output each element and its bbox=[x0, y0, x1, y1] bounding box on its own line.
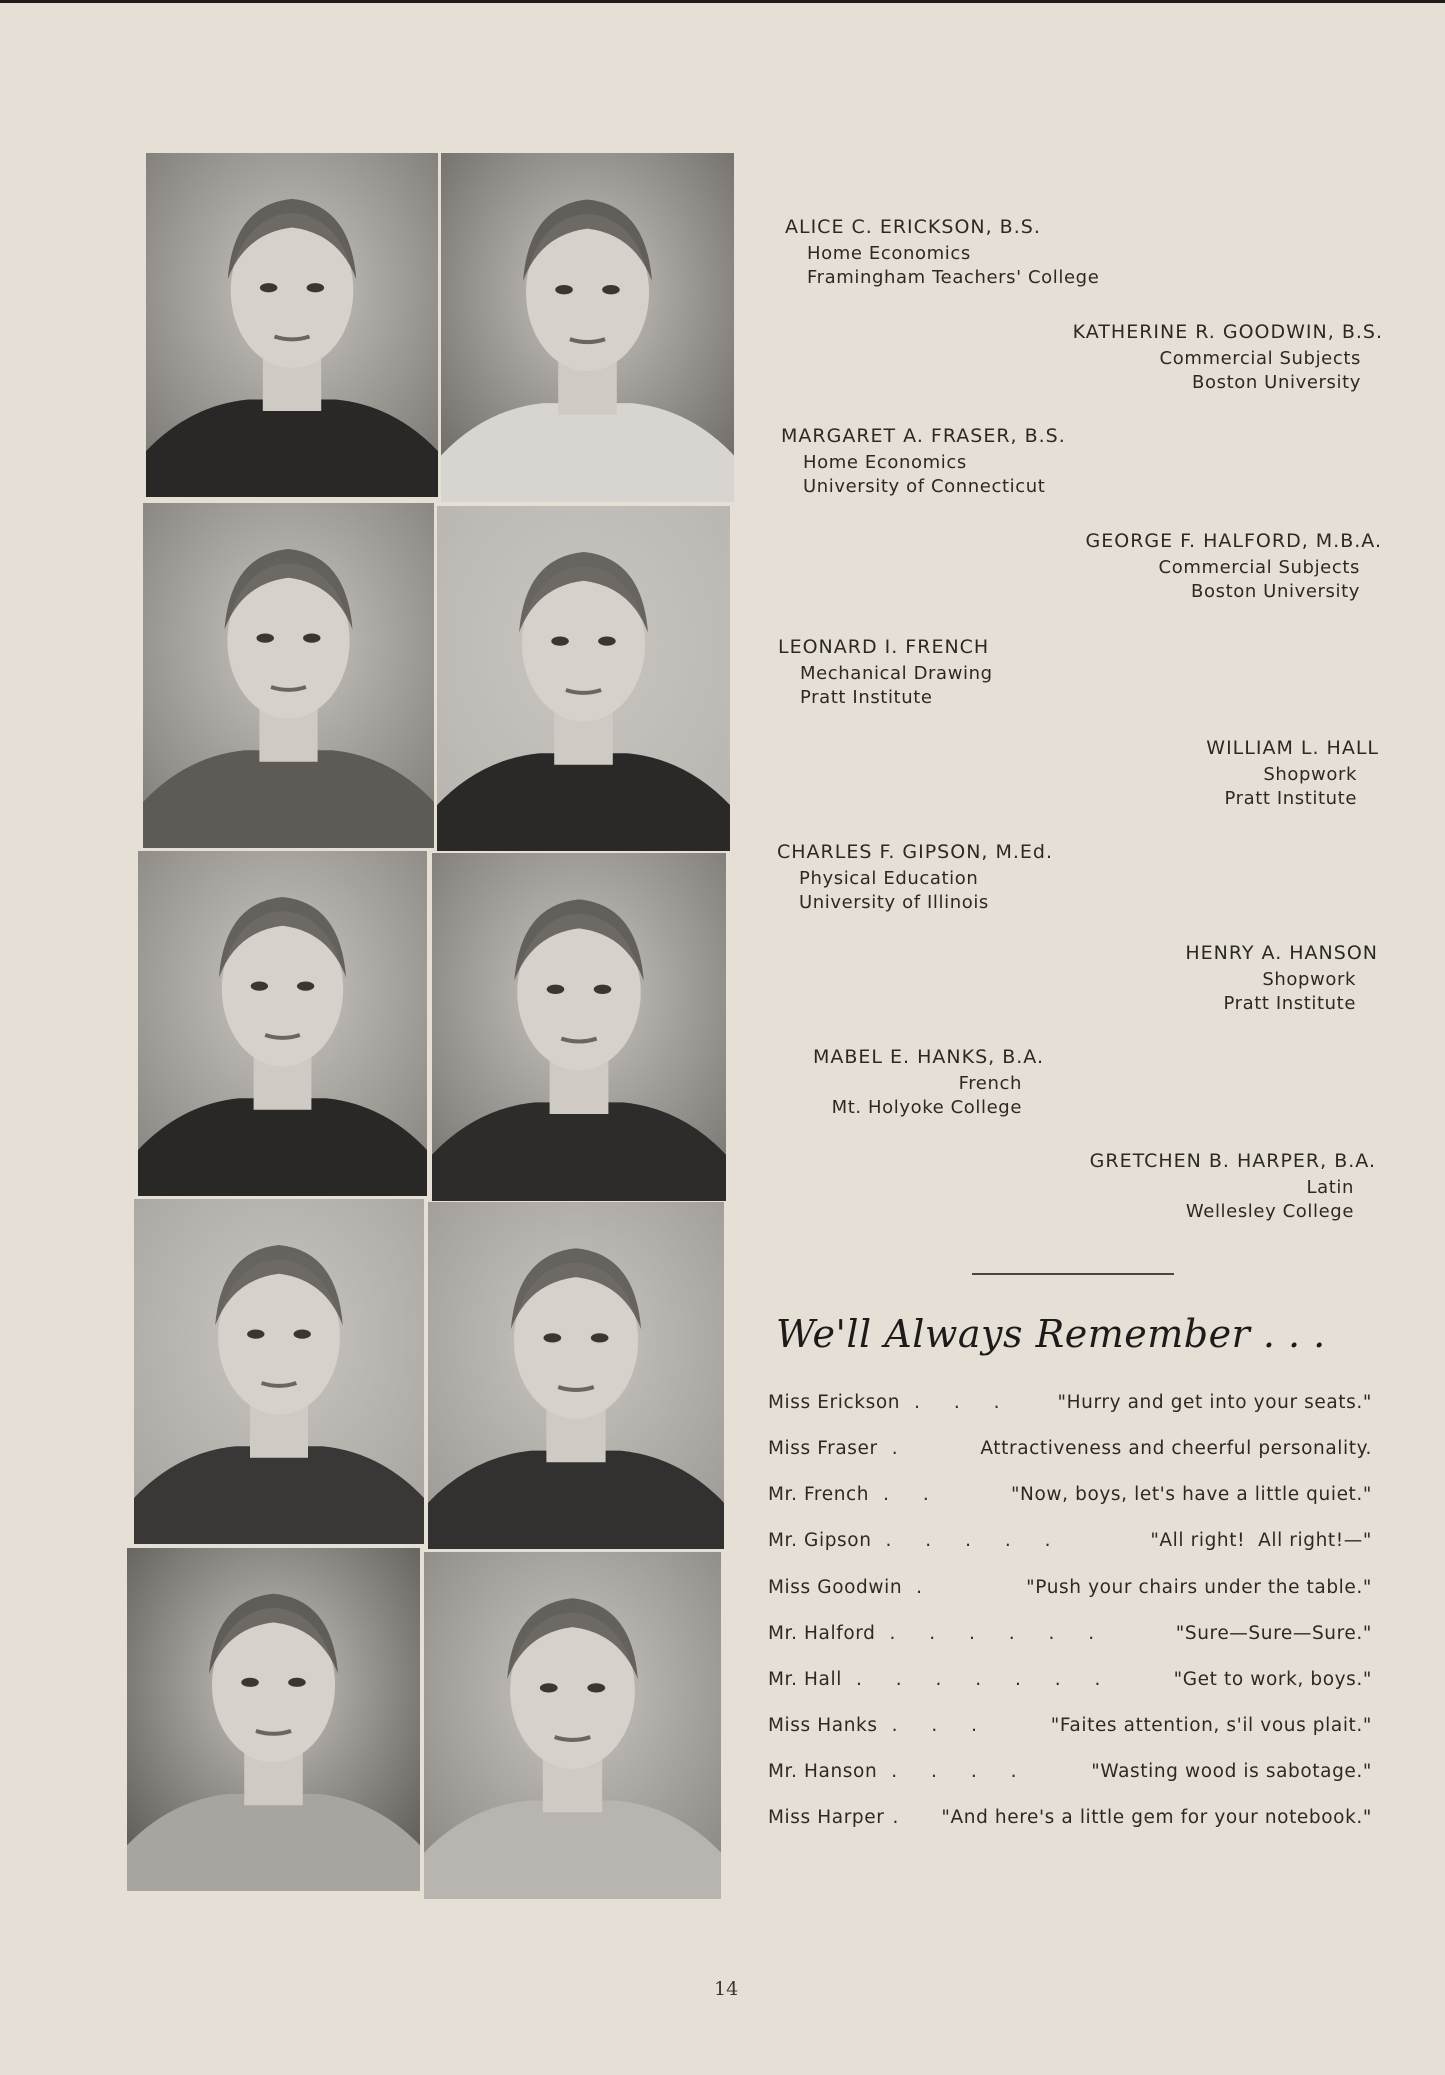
portrait-silhouette-icon bbox=[428, 1202, 724, 1549]
teacher-name: Mr. Halford bbox=[768, 1623, 876, 1644]
portrait-silhouette-icon bbox=[146, 153, 438, 497]
faculty-school: Mt. Holyoke College bbox=[831, 1097, 1022, 1118]
faculty-school: Pratt Institute bbox=[800, 687, 933, 708]
leader-dots: . . . . . bbox=[885, 1530, 1065, 1551]
faculty-subject: Commercial Subjects bbox=[1158, 557, 1360, 578]
teacher-name: Miss Fraser bbox=[768, 1438, 878, 1459]
remember-item bbox=[768, 1392, 1372, 1422]
faculty-entry bbox=[1073, 321, 1383, 395]
faculty-name: CHARLES F. GIPSON, M.Ed. bbox=[777, 841, 1054, 863]
faculty-subject: Latin bbox=[1306, 1177, 1354, 1198]
faculty-subject: Mechanical Drawing bbox=[800, 663, 993, 684]
portrait-photo bbox=[134, 1199, 424, 1544]
remember-item bbox=[768, 1761, 1372, 1791]
faculty-entry bbox=[778, 636, 993, 710]
scan-edge bbox=[0, 0, 1445, 3]
faculty-subject: Shopwork bbox=[1263, 764, 1357, 785]
faculty-name: MABEL E. HANKS, B.A. bbox=[812, 1046, 1044, 1068]
faculty-name: GEORGE F. HALFORD, M.B.A. bbox=[1085, 530, 1382, 552]
remember-item bbox=[768, 1669, 1372, 1699]
portrait-photo bbox=[437, 506, 730, 851]
faculty-entry bbox=[781, 425, 1066, 499]
faculty-school: Boston University bbox=[1191, 581, 1360, 602]
leader-dots: . bbox=[892, 1807, 899, 1828]
faculty-subject: Commercial Subjects bbox=[1159, 348, 1361, 369]
faculty-subject: Shopwork bbox=[1262, 969, 1356, 990]
leader-dots: . bbox=[891, 1438, 912, 1459]
page-number: 14 bbox=[714, 1978, 739, 2000]
faculty-entry bbox=[777, 841, 1053, 915]
portrait-silhouette-icon bbox=[437, 506, 730, 851]
remember-item bbox=[768, 1623, 1372, 1653]
section-divider bbox=[972, 1273, 1174, 1275]
portrait-silhouette-icon bbox=[432, 853, 726, 1201]
portrait-silhouette-icon bbox=[143, 503, 434, 848]
leader-dots: . . . . . . bbox=[889, 1623, 1109, 1644]
leader-dots: . . . . bbox=[891, 1761, 1031, 1782]
portrait-photo bbox=[143, 503, 434, 848]
portrait-silhouette-icon bbox=[138, 851, 427, 1196]
remember-item bbox=[768, 1577, 1372, 1607]
faculty-entry bbox=[785, 216, 1099, 290]
portrait-silhouette-icon bbox=[134, 1199, 424, 1544]
portrait-photo bbox=[138, 851, 427, 1196]
faculty-school: University of Illinois bbox=[799, 892, 989, 913]
faculty-school: Pratt Institute bbox=[1223, 993, 1356, 1014]
faculty-school: University of Connecticut bbox=[803, 476, 1046, 497]
faculty-entry bbox=[1086, 530, 1382, 604]
remember-item bbox=[768, 1438, 1372, 1468]
teacher-quote: Attractiveness and cheerful personality. bbox=[980, 1438, 1372, 1459]
teacher-quote: "Sure—Sure—Sure." bbox=[1175, 1623, 1372, 1644]
faculty-name: GRETCHEN B. HARPER, B.A. bbox=[1089, 1150, 1376, 1172]
faculty-entry bbox=[1206, 737, 1379, 811]
teacher-name: Miss Hanks bbox=[768, 1715, 878, 1736]
faculty-name: HENRY A. HANSON bbox=[1185, 942, 1378, 964]
teacher-quote: "All right! All right!—" bbox=[1150, 1530, 1372, 1551]
leader-dots: . . . . . . . bbox=[855, 1669, 1115, 1690]
section-heading: We'll Always Remember . . . bbox=[776, 1312, 1326, 1356]
faculty-subject: Physical Education bbox=[799, 868, 979, 889]
leader-dots: . . bbox=[883, 1484, 943, 1505]
portrait-silhouette-icon bbox=[424, 1552, 721, 1899]
teacher-quote: "Push your chairs under the table." bbox=[1026, 1577, 1372, 1598]
leader-dots: . bbox=[916, 1577, 937, 1598]
faculty-name: KATHERINE R. GOODWIN, B.S. bbox=[1072, 321, 1383, 343]
portrait-photo bbox=[428, 1202, 724, 1549]
faculty-subject: Home Economics bbox=[803, 452, 967, 473]
faculty-entry bbox=[1185, 942, 1378, 1016]
teacher-name: Mr. French bbox=[768, 1484, 870, 1505]
faculty-name: WILLIAM L. HALL bbox=[1206, 737, 1379, 759]
faculty-name: LEONARD I. FRENCH bbox=[778, 636, 990, 658]
teacher-quote: "Get to work, boys." bbox=[1173, 1669, 1372, 1690]
teacher-quote: "Now, boys, let's have a little quiet." bbox=[1010, 1484, 1372, 1505]
remember-item bbox=[768, 1807, 1372, 1837]
teacher-name: Mr. Hanson bbox=[768, 1761, 878, 1782]
portrait-photo bbox=[127, 1548, 420, 1891]
teacher-name: Miss Goodwin bbox=[768, 1577, 903, 1598]
faculty-entry bbox=[1090, 1150, 1376, 1224]
portrait-photo bbox=[424, 1552, 721, 1899]
teacher-quote: "Faites attention, s'il vous plait." bbox=[1050, 1715, 1372, 1736]
faculty-name: MARGARET A. FRASER, B.S. bbox=[781, 425, 1066, 447]
faculty-subject: Home Economics bbox=[807, 243, 971, 264]
leader-dots: . . . bbox=[914, 1392, 1014, 1413]
faculty-school: Boston University bbox=[1192, 372, 1361, 393]
faculty-entry bbox=[813, 1046, 1044, 1120]
teacher-quote: "And here's a little gem for your notebook." bbox=[941, 1807, 1372, 1828]
portrait-silhouette-icon bbox=[441, 153, 734, 502]
portrait-photo bbox=[146, 153, 438, 497]
teacher-quote: "Hurry and get into your seats." bbox=[1057, 1392, 1372, 1413]
teacher-name: Miss Erickson bbox=[768, 1392, 901, 1413]
leader-dots: . . . bbox=[891, 1715, 991, 1736]
teacher-name: Mr. Hall bbox=[768, 1669, 842, 1690]
remember-item bbox=[768, 1530, 1372, 1560]
portrait-photo bbox=[441, 153, 734, 502]
faculty-school: Pratt Institute bbox=[1224, 788, 1357, 809]
faculty-school: Framingham Teachers' College bbox=[807, 267, 1100, 288]
remember-item bbox=[768, 1715, 1372, 1745]
faculty-school: Wellesley College bbox=[1185, 1201, 1354, 1222]
portrait-photo bbox=[432, 853, 726, 1201]
teacher-quote: "Wasting wood is sabotage." bbox=[1091, 1761, 1372, 1782]
teacher-name: Mr. Gipson bbox=[768, 1530, 872, 1551]
faculty-subject: French bbox=[958, 1073, 1022, 1094]
remember-item bbox=[768, 1484, 1372, 1514]
faculty-name: ALICE C. ERICKSON, B.S. bbox=[785, 216, 1041, 238]
teacher-name: Miss Harper bbox=[768, 1807, 885, 1828]
portrait-silhouette-icon bbox=[127, 1548, 420, 1891]
